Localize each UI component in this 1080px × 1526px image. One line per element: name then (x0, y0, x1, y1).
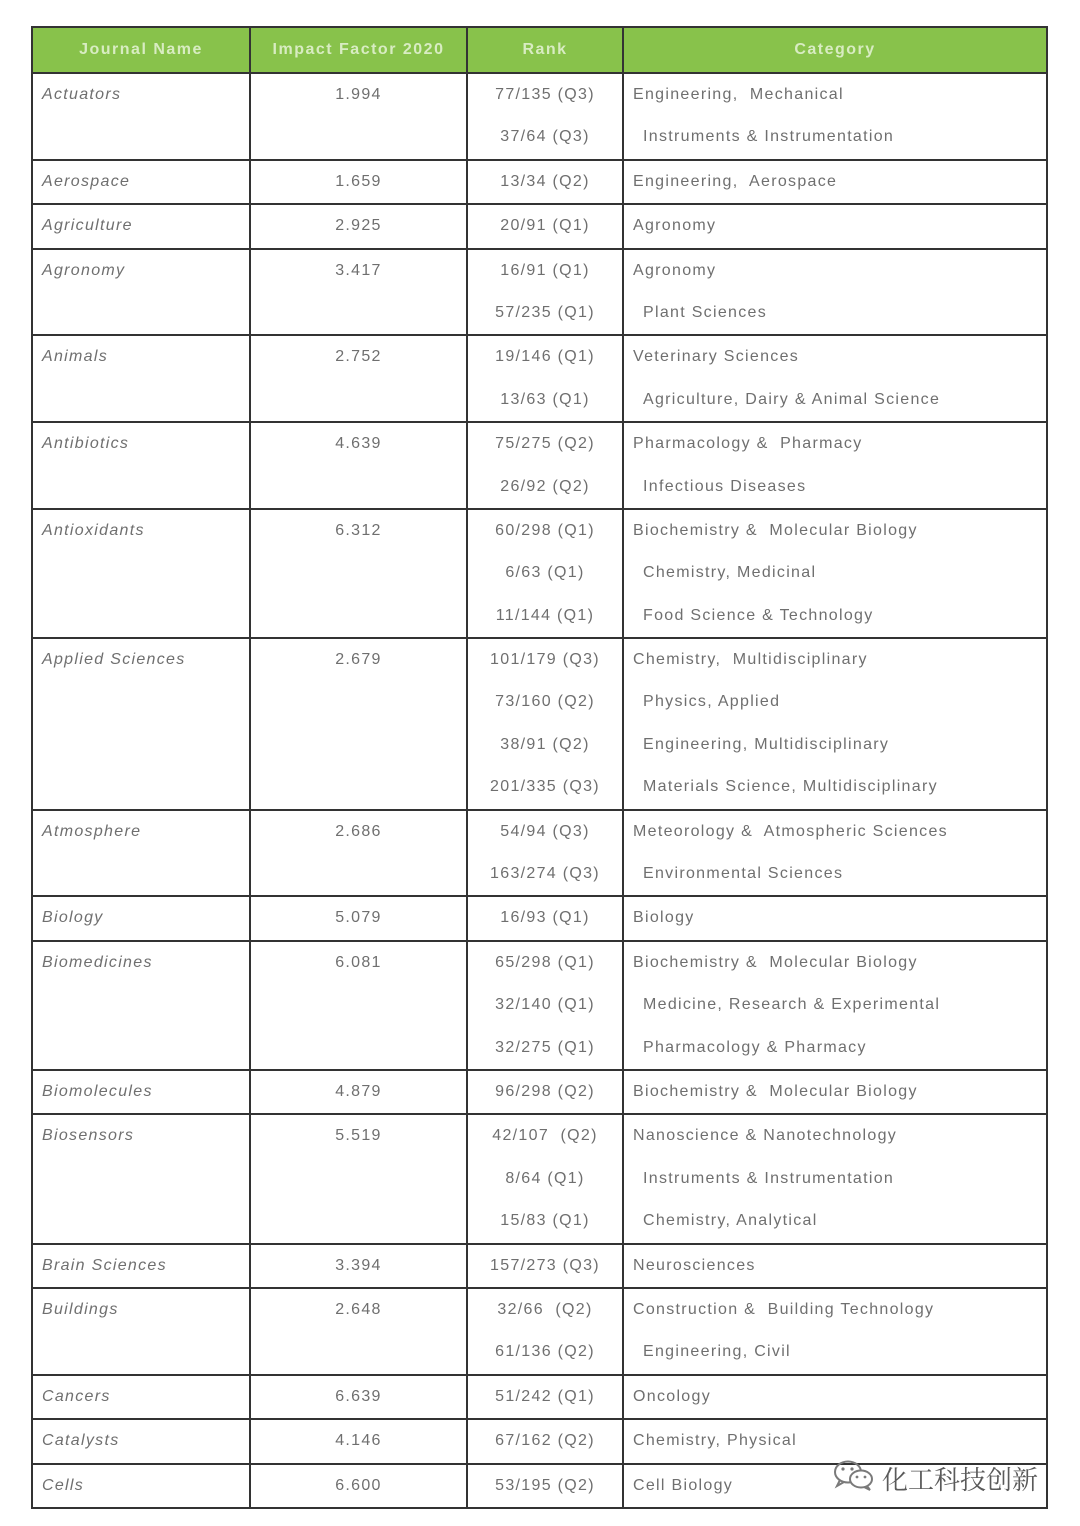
category-value: Medicine, Research & Experimental (643, 996, 941, 1014)
journal-name: Actuators (42, 86, 122, 103)
journal-name-cell (32, 810, 250, 897)
table-row (32, 1244, 1047, 1288)
journal-name-cell (32, 160, 250, 204)
category-cell (623, 160, 1047, 204)
journal-name-cell (32, 1419, 250, 1463)
impact-factor-cell (250, 509, 467, 638)
journal-name-cell (32, 1114, 250, 1243)
journal-name-cell (32, 335, 250, 422)
rank-value: 32/140 (Q1) (495, 996, 595, 1014)
impact-factor-cell (250, 204, 467, 248)
rank-cell (467, 638, 623, 810)
category-value: Agronomy (633, 217, 717, 235)
table-row (32, 638, 1047, 810)
rank-value: 20/91 (Q1) (500, 217, 590, 235)
journal-name: Aerospace (42, 172, 131, 190)
journal-name: Antioxidants (42, 521, 145, 539)
rank-value: 96/298 (Q2) (495, 1082, 595, 1100)
journal-name-cell (32, 941, 250, 1070)
journal-name: Brain Sciences (42, 1256, 167, 1274)
rank-cell (467, 1464, 623, 1508)
journal-name-cell (32, 1288, 250, 1375)
rank-cell (467, 422, 623, 509)
rank-cell (467, 249, 623, 336)
category-value: Chemistry, Medicinal (643, 564, 817, 582)
journal-name-cell (32, 1375, 250, 1419)
journal-name-cell (32, 422, 250, 509)
impact-factor-value: 2.752 (335, 348, 382, 366)
rank-value: 73/160 (Q2) (495, 693, 595, 711)
rank-value: 13/63 (Q1) (500, 390, 590, 408)
category-cell (623, 422, 1047, 509)
category-cell (623, 249, 1047, 336)
rank-cell (467, 1070, 623, 1114)
rank-cell (467, 160, 623, 204)
table-row (32, 249, 1047, 336)
category-value: Biochemistry & Molecular Biology (633, 953, 918, 971)
impact-factor-value: 3.417 (335, 261, 382, 279)
category-value: Chemistry, Multidisciplinary (633, 651, 868, 669)
category-value: Veterinary Sciences (633, 348, 800, 366)
journal-name: Animals (42, 348, 109, 366)
impact-factor-value: 1.994 (335, 86, 382, 103)
table-row (32, 335, 1047, 422)
journal-name: Applied Sciences (42, 651, 186, 669)
impact-factor-value: 3.394 (335, 1256, 382, 1274)
rank-value: 201/335 (Q3) (490, 778, 600, 796)
rank-value: 8/64 (Q1) (505, 1169, 585, 1187)
table-row (32, 422, 1047, 509)
category-value: Pharmacology & Pharmacy (633, 435, 863, 453)
impact-factor-value: 2.686 (335, 822, 382, 840)
category-value: Biology (633, 909, 695, 927)
rank-value: 77/135 (Q3) (495, 86, 595, 103)
category-cell (623, 638, 1047, 810)
journal-name: Buildings (42, 1300, 119, 1318)
table-row (32, 1419, 1047, 1463)
category-value: Pharmacology & Pharmacy (643, 1038, 867, 1056)
impact-factor-cell (250, 941, 467, 1070)
table-row (32, 896, 1047, 940)
rank-value: 57/235 (Q1) (495, 303, 595, 321)
category-cell (623, 335, 1047, 422)
table-row (32, 1070, 1047, 1114)
category-cell (623, 1244, 1047, 1288)
header-impact-factor: Impact Factor 2020 (250, 27, 467, 73)
table-body (32, 73, 1047, 1508)
category-cell (623, 941, 1047, 1070)
table-row (32, 204, 1047, 248)
impact-factor-cell (250, 1375, 467, 1419)
category-value: Infectious Diseases (643, 477, 807, 495)
journal-name-cell (32, 896, 250, 940)
category-value: Engineering, Civil (643, 1343, 791, 1361)
table-row (32, 941, 1047, 1070)
impact-factor-cell (250, 160, 467, 204)
journal-name: Biomedicines (42, 953, 153, 971)
journal-name: Antibiotics (42, 435, 130, 453)
journal-name-cell (32, 73, 250, 160)
impact-factor-value: 4.146 (335, 1432, 382, 1450)
category-cell (623, 73, 1047, 160)
journal-name-cell (32, 249, 250, 336)
rank-cell (467, 73, 623, 160)
impact-factor-value: 4.639 (335, 435, 382, 453)
impact-factor-cell (250, 896, 467, 940)
rank-value: 75/275 (Q2) (495, 435, 595, 453)
header-journal-name: Journal Name (32, 27, 250, 73)
journal-name: Catalysts (42, 1432, 120, 1450)
category-cell (623, 1288, 1047, 1375)
journal-name-cell (32, 1070, 250, 1114)
rank-cell (467, 1419, 623, 1463)
category-cell (623, 204, 1047, 248)
category-value: Meteorology & Atmospheric Sciences (633, 822, 948, 840)
category-value: Agronomy (633, 261, 717, 279)
impact-factor-cell (250, 422, 467, 509)
impact-factor-cell (250, 249, 467, 336)
journal-name-cell (32, 509, 250, 638)
category-value: Food Science & Technology (643, 606, 874, 624)
wechat-icon (832, 1458, 882, 1499)
impact-factor-value: 5.079 (335, 909, 382, 927)
category-value: Physics, Applied (643, 693, 781, 711)
rank-value: 53/195 (Q2) (495, 1476, 595, 1494)
impact-factor-value: 4.879 (335, 1082, 382, 1100)
table-row (32, 1114, 1047, 1243)
category-value: Neurosciences (633, 1256, 756, 1274)
rank-cell (467, 896, 623, 940)
rank-cell (467, 335, 623, 422)
category-cell (623, 1375, 1047, 1419)
impact-factor-cell (250, 73, 467, 160)
rank-value: 13/34 (Q2) (500, 172, 590, 190)
impact-factor-value: 6.081 (335, 953, 382, 971)
watermark (832, 1458, 1038, 1498)
rank-value: 163/274 (Q3) (490, 865, 600, 883)
rank-cell (467, 509, 623, 638)
rank-value: 37/64 (Q3) (500, 128, 590, 146)
rank-value: 32/275 (Q1) (495, 1038, 595, 1056)
category-value: Chemistry, Physical (633, 1432, 797, 1450)
category-cell (623, 896, 1047, 940)
rank-value: 60/298 (Q1) (495, 521, 595, 539)
rank-value: 42/107 (Q2) (492, 1127, 598, 1145)
rank-value: 16/91 (Q1) (500, 261, 590, 279)
rank-value: 6/63 (Q1) (505, 564, 585, 582)
header-rank: Rank (467, 27, 623, 73)
rank-value: 51/242 (Q1) (495, 1387, 595, 1405)
rank-value: 38/91 (Q2) (500, 735, 590, 753)
journal-name: Biology (42, 909, 104, 927)
category-value: Agriculture, Dairy & Animal Science (643, 390, 941, 408)
category-cell (623, 810, 1047, 897)
category-value: Biochemistry & Molecular Biology (633, 1082, 918, 1100)
rank-cell (467, 810, 623, 897)
impact-factor-cell (250, 1464, 467, 1508)
impact-factor-cell (250, 810, 467, 897)
impact-factor-value: 5.519 (335, 1127, 382, 1145)
category-value: Chemistry, Analytical (643, 1212, 818, 1230)
rank-value: 61/136 (Q2) (495, 1343, 595, 1361)
rank-cell (467, 1114, 623, 1243)
category-value: Biochemistry & Molecular Biology (633, 521, 918, 539)
rank-value: 67/162 (Q2) (495, 1432, 595, 1450)
journal-name-cell (32, 1464, 250, 1508)
impact-factor-value: 6.639 (335, 1387, 382, 1405)
journal-name-cell (32, 638, 250, 810)
category-cell (623, 1114, 1047, 1243)
impact-factor-cell (250, 1419, 467, 1463)
rank-value: 65/298 (Q1) (495, 953, 595, 971)
journal-name: Agronomy (42, 261, 126, 279)
impact-factor-value: 6.600 (335, 1476, 382, 1494)
impact-factor-value: 2.679 (335, 651, 382, 669)
table-header-row (32, 27, 1047, 73)
rank-value: 19/146 (Q1) (495, 348, 595, 366)
category-value: Plant Sciences (643, 303, 768, 321)
category-value: Construction & Building Technology (633, 1300, 935, 1318)
category-value: Oncology (633, 1387, 711, 1405)
journal-name: Biomolecules (42, 1082, 153, 1100)
category-value: Cell Biology (633, 1476, 734, 1494)
journal-name: Agriculture (42, 217, 133, 235)
table-row (32, 1288, 1047, 1375)
rank-value: 26/92 (Q2) (500, 477, 590, 495)
table-row (32, 509, 1047, 638)
impact-factor-cell (250, 335, 467, 422)
rank-cell (467, 1244, 623, 1288)
impact-factor-cell (250, 1114, 467, 1243)
journal-name: Atmosphere (42, 822, 142, 840)
impact-factor-cell (250, 1244, 467, 1288)
rank-cell (467, 204, 623, 248)
category-cell (623, 1070, 1047, 1114)
impact-factor-value: 2.925 (335, 217, 382, 235)
impact-factor-cell (250, 1070, 467, 1114)
rank-value: 16/93 (Q1) (500, 909, 590, 927)
impact-factor-value: 2.648 (335, 1300, 382, 1318)
journal-name: Cancers (42, 1387, 111, 1405)
rank-value: 11/144 (Q1) (495, 606, 595, 624)
table-row (32, 810, 1047, 897)
journal-name-cell (32, 204, 250, 248)
journal-name: Biosensors (42, 1127, 135, 1145)
category-value: Nanoscience & Nanotechnology (633, 1127, 898, 1145)
table-row (32, 1375, 1047, 1419)
category-value: Environmental Sciences (643, 865, 844, 883)
header-category: Category (623, 27, 1047, 73)
table-row (32, 160, 1047, 204)
watermark-text: 化工科技创新 (882, 1465, 1039, 1496)
category-value: Instruments & Instrumentation (643, 128, 895, 146)
category-value: Engineering, Mechanical (633, 86, 844, 103)
impact-factor-cell (250, 638, 467, 810)
category-value: Instruments & Instrumentation (643, 1169, 895, 1187)
table-row (32, 73, 1047, 160)
rank-cell (467, 1375, 623, 1419)
rank-value: 15/83 (Q1) (500, 1212, 590, 1230)
rank-value: 157/273 (Q3) (490, 1256, 600, 1274)
rank-value: 54/94 (Q3) (500, 822, 590, 840)
category-value: Engineering, Aerospace (633, 172, 838, 190)
category-value: Engineering, Multidisciplinary (643, 735, 890, 753)
impact-factor-cell (250, 1288, 467, 1375)
category-value: Materials Science, Multidisciplinary (643, 778, 938, 796)
rank-cell (467, 1288, 623, 1375)
rank-cell (467, 941, 623, 1070)
journal-table (31, 26, 1048, 1509)
rank-value: 101/179 (Q3) (490, 651, 600, 669)
journal-name-cell (32, 1244, 250, 1288)
journal-name: Cells (42, 1476, 85, 1494)
category-cell (623, 509, 1047, 638)
impact-factor-value: 1.659 (335, 172, 382, 190)
impact-factor-value: 6.312 (335, 521, 382, 539)
rank-value: 32/66 (Q2) (497, 1300, 593, 1318)
